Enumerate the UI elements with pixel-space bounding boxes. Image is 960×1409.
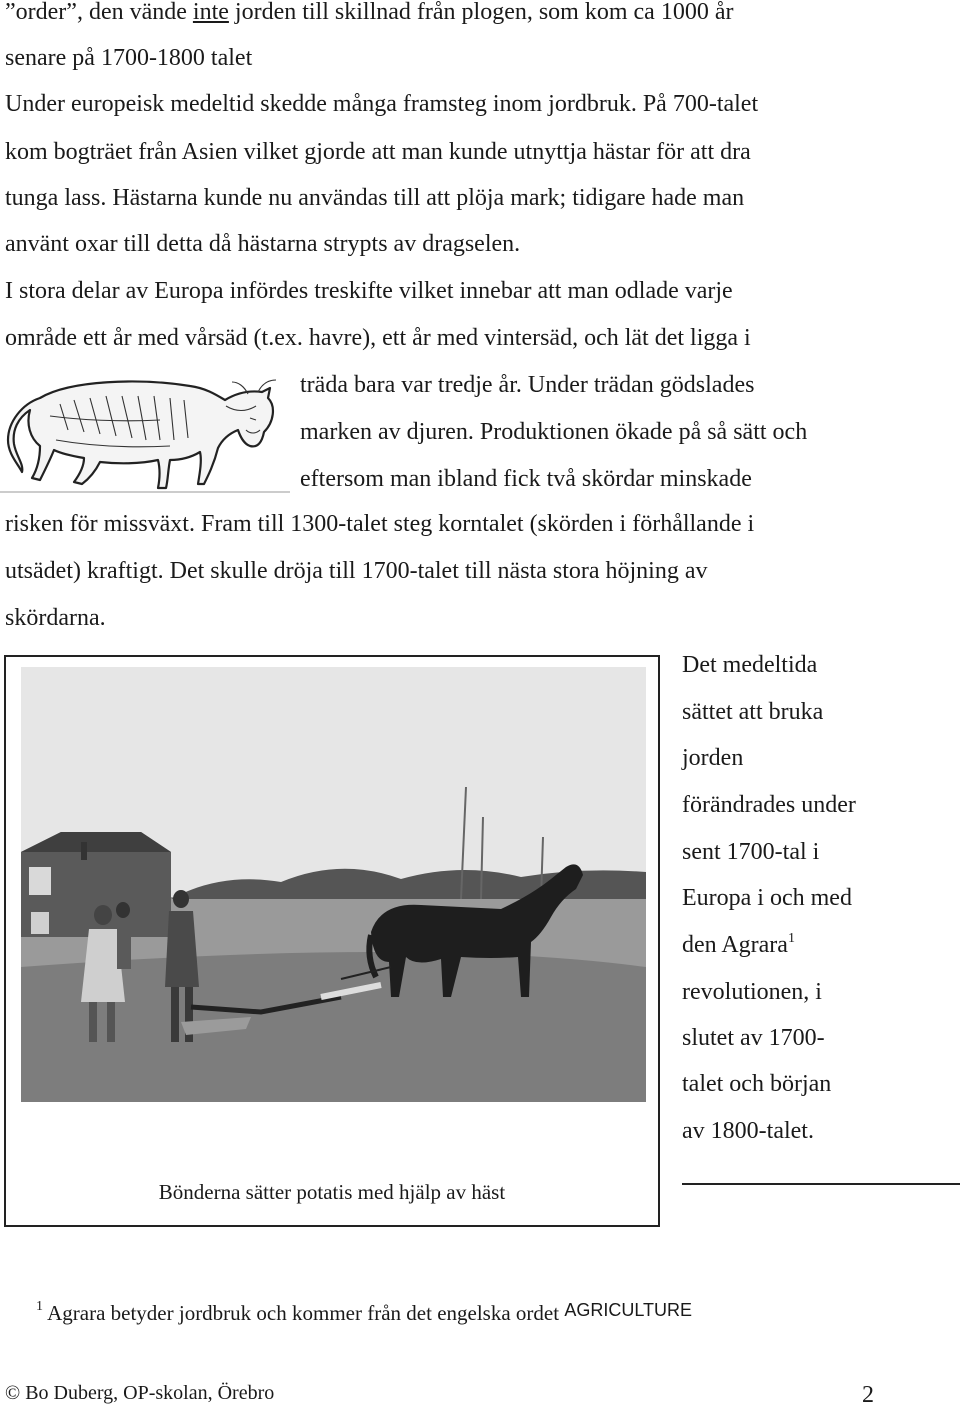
sidebar-line-5: sent 1700-tal i (682, 839, 820, 865)
body-line-3: Under europeisk medeltid skedde många framsteg inom jordbruk. På 700-talet (5, 91, 759, 117)
sidebar-line-9: slutet av 1700- (682, 1025, 825, 1051)
sidebar-text: den Agrara (682, 932, 788, 958)
footnote (36, 1300, 692, 1327)
body-line-1 (5, 0, 733, 26)
body-line-10: marken av djuren. Produktionen ökade på så sätt och (300, 419, 808, 445)
sidebar-line-7 (682, 931, 795, 959)
sidebar-line-10: talet och början (682, 1071, 832, 1097)
body-text: jorden till skillnad från plogen, som kom ca 1000 år (228, 0, 734, 25)
footnote-marker: 1 (787, 931, 795, 946)
body-line-11: eftersom man ibland fick två skördar minskade (300, 466, 752, 492)
copyright-footer: © Bo Duberg, OP-skolan, Örebro (5, 1382, 275, 1404)
body-line-9: träda bara var tredje år. Under trädan gödslades (300, 372, 755, 398)
body-line-2: senare på 1700-1800 talet (5, 45, 253, 71)
underlined-word: inte (192, 0, 229, 25)
page-number: 2 (862, 1382, 874, 1408)
sidebar-line-4: förändrades under (682, 792, 856, 818)
body-line-12: risken för missväxt. Fram till 1300-talet steg korntalet (skörden i förhållande i (5, 511, 755, 537)
photo-caption: Bönderna sätter potatis med hjälp av häst (158, 1180, 506, 1204)
footnote-word: AGRICULTURE (564, 1300, 692, 1320)
body-line-7: I stora delar av Europa infördes treskifte vilket innebar att man odlade varje (5, 278, 733, 304)
body-line-4: kom bogträet från Asien vilket gjorde att man kunde utnyttja hästar för att dra (5, 139, 751, 165)
footnote-text: Agrara betyder jordbruk och kommer från det engelska ordet (43, 1301, 565, 1325)
sidebar-line-1: Det medeltida (682, 652, 818, 678)
body-text: ”order”, den vände (5, 0, 193, 25)
footnote-separator (682, 1183, 960, 1185)
ox-illustration (0, 360, 290, 500)
body-line-5: tunga lass. Hästarna kunde nu användas till att plöja mark; tidigare hade man (5, 185, 745, 211)
farm-photograph (21, 667, 646, 1102)
body-line-13: utsädet) kraftigt. Det skulle dröja till 1700-talet till nästa stora höjning av (5, 558, 708, 584)
sidebar-line-11: av 1800-talet. (682, 1118, 814, 1144)
body-line-8: område ett år med vårsäd (t.ex. havre), ett år med vintersäd, och lät det ligga i (5, 325, 751, 351)
photo-figure (4, 655, 660, 1227)
sidebar-line-3: jorden (682, 745, 744, 771)
footnote-number: 1 (36, 1299, 43, 1314)
body-line-6: använt oxar till detta då hästarna strypts av dragselen. (5, 231, 521, 257)
body-line-14: skördarna. (5, 605, 106, 631)
sidebar-line-8: revolutionen, i (682, 979, 822, 1005)
sidebar-line-6: Europa i och med (682, 885, 852, 911)
sidebar-line-2: sättet att bruka (682, 699, 824, 725)
